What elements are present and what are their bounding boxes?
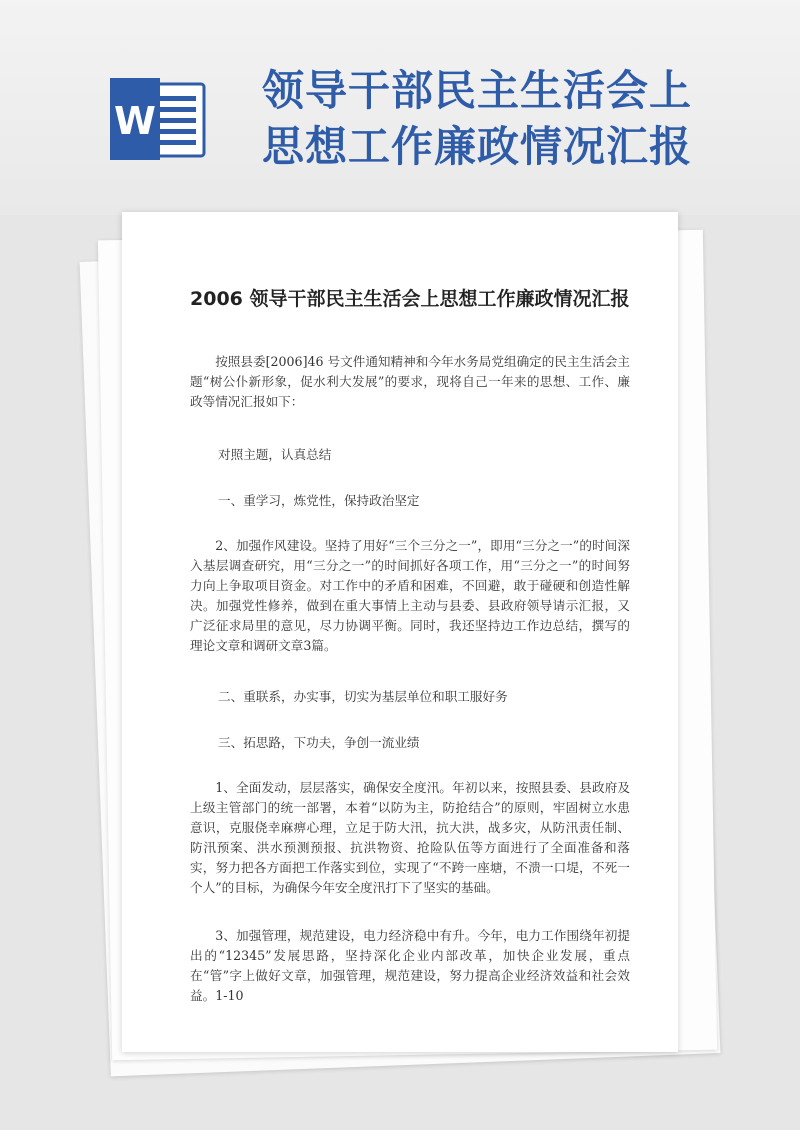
paragraph-theme: 对照主题，认真总结 [218, 447, 332, 462]
section-heading-1: 一、重学习，炼党性，保持政治坚定 [218, 493, 420, 508]
section-heading-3: 三、拓思路，下功夫，争创一流业绩 [218, 735, 420, 750]
banner-title-line-2: 思想工作廉政情况汇报 [262, 122, 693, 171]
logo-letter: W [114, 99, 156, 143]
document-title: 2006 领导干部民主生活会上思想工作廉政情况汇报 [190, 288, 630, 310]
document-page [122, 212, 678, 1052]
word-document-icon [110, 78, 206, 160]
banner-title-line-1: 领导干部民主生活会上 [262, 66, 693, 115]
paragraph-style-building: 2、加强作风建设。坚持了用好“三个三分之一”，即用“三分之一”的时间深入基层调查研究，用“三分之一”的时间抓好各项工作，用“三分之一”的时间努力向上争取项目资金。对工作中的矛盾和困难，不回避，敢于碰硬和创造性解决。加强党性修养，做到在重大事情上主动与县委、县政府领导请示汇报，又广泛征求局里的意见，尽力协调平衡。同时，我还坚持边工作边总结，撰写的理论文章和调研文章3篇。 [190, 538, 630, 653]
section-heading-2: 二、重联系，办实事，切实为基层单位和职工服好务 [218, 689, 508, 704]
paragraph-flood-control: 1、全面发动，层层落实，确保安全度汛。年初以来，按照县委、县政府及上级主管部门的统一部署，本着“以防为主，防抢结合”的原则，牢固树立水患意识，克服侥幸麻痹心理，立足于防大汛，抗大洪，战多灾，从防汛责任制、防汛预案、洪水预测预报、抗洪物资、抢险队伍等方面进行了全面准备和落实，努力把各方面把工作落实到位，实现了“不跨一座塘，不溃一口堤，不死一个人”的目标，为确保今年安全度汛打下了坚实的基础。 [190, 780, 630, 895]
paragraph-intro: 按照县委[2006]46 号文件通知精神和今年水务局党组确定的民主生活会主题“树公仆新形象，促水利大发展”的要求，现将自己一年来的思想、工作、廉政等情况汇报如下： [190, 354, 630, 409]
paragraph-power-management: 3、加强管理，规范建设，电力经济稳中有升。今年，电力工作围绕年初提出的“12345”发展思路，坚持深化企业内部改革，加快企业发展，重点在“管”字上做好文章，加强管理，规范建设，努力提高企业经济效益和社会效益。1-10 [190, 928, 630, 1003]
banner [0, 0, 800, 215]
